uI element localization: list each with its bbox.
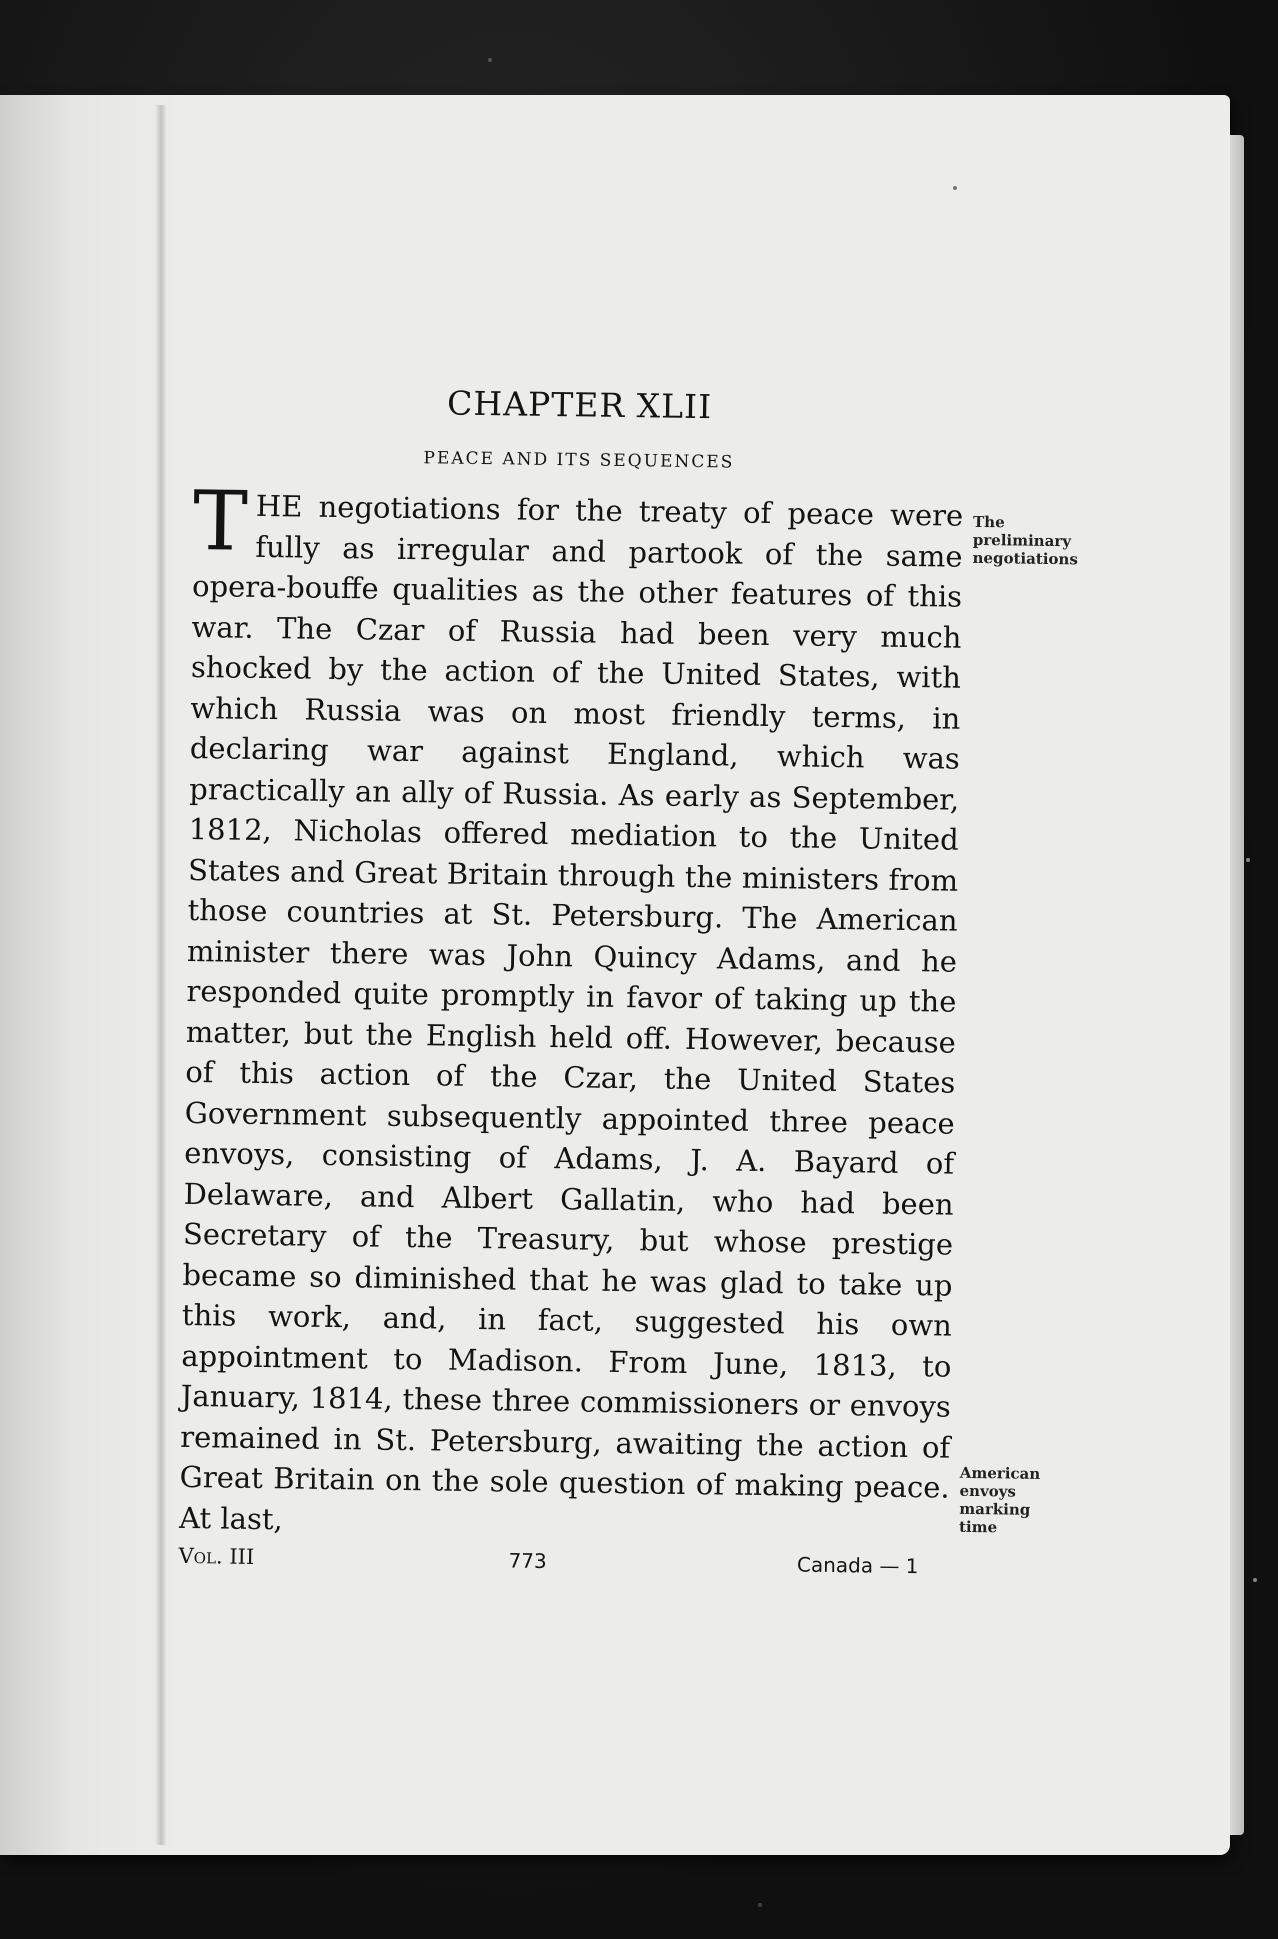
drop-cap: T	[192, 473, 249, 570]
speck	[1246, 858, 1250, 862]
speck	[758, 1903, 762, 1907]
body-text: negotiations for the treaty of peace were fully as irregular and partook of the same opera-bouffe qualities as the other features of this war. The Czar of Russia had been very much shocked by the action of the United States, with which Russia was on most friendly terms, in declaring war against England, which was practically an ally of Russia. As early as September, 1812, Nicholas offered mediation to the United States and Great Britain through the ministers from those countries at St. Petersburg. The American minister there was John Quincy Adams, and he responded quite promptly in favor of taking up the matter, but the English held off. However, because of this action of the Czar, the United States Government subsequently appointed three peace envoys, consisting of Adams, J. A. Bayard of Delaware, and Albert Gallatin, who had been Secretary of the Treasury, but whose prestige became so diminished that he was glad to take up this work, and, in fact, suggested his own appointment to Madison. From June, 1813, to January, 1814, these three commissioners or envoys remained in St. Petersburg, awaiting the action of Great Britain on the sole question of making peace. At last,	[178, 489, 964, 1536]
margin-note-preliminary: The preliminary negotiations	[972, 512, 1078, 569]
margin-note-envoys: American envoys marking time	[958, 1463, 1041, 1537]
speck	[1253, 1578, 1257, 1582]
section-title: PEACE AND ITS SEQUENCES	[423, 448, 735, 473]
opening-word: HE	[255, 488, 303, 524]
footer-volume: Vol. III	[178, 1543, 255, 1569]
page-number: 773	[508, 1548, 547, 1574]
signature-mark: Canada — 1	[796, 1552, 919, 1579]
speck	[488, 58, 492, 62]
chapter-title: CHAPTER XLII	[446, 383, 713, 427]
speck	[953, 186, 957, 190]
